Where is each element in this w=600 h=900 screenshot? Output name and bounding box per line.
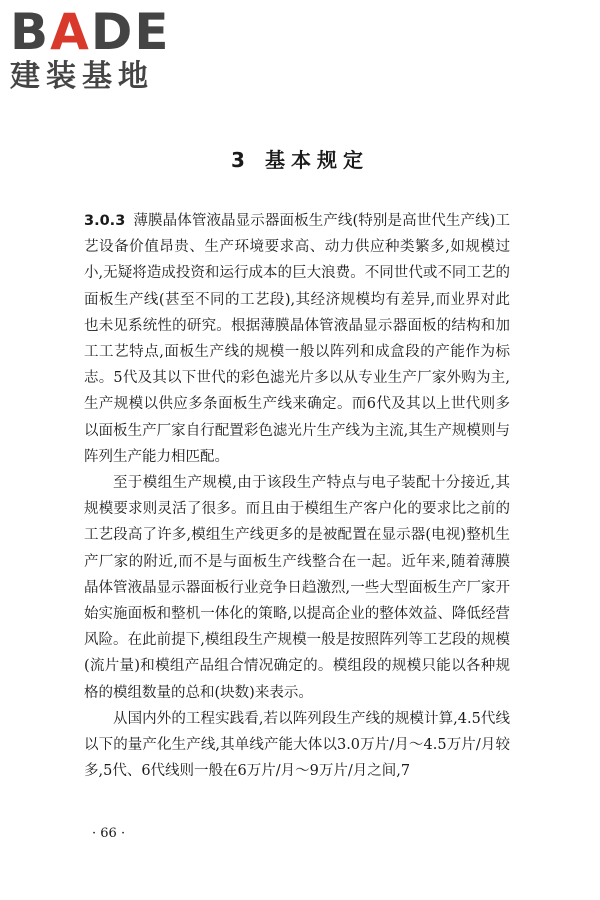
paragraph-1-text: 薄膜晶体管液晶显示器面板生产线(特别是高世代生产线)工艺设备价值昂贵、生产环境要求高、动力供应种类繁多,如规模过小,无疑将造成投资和运行成本的巨大浪费。不同世代或不同工艺的面板生产线(甚至不同的工艺段),其经济规模均有差异,而业界对此也未见系统性的研究。根据薄膜晶体管液晶显示器面板的结构和加工工艺特点,面板生产线的规模一般以阵列和成盒段的产能作为标志。5代及其以下世代的彩色滤光片多以从专业生产厂家外购为主,生产规模以供应多条面板生产线来确定。而6代及其以上世代则多以面板生产厂家自行配置彩色滤光片生产线为主流,其生产规模则与阵列生产能力相匹配。 — [84, 213, 510, 465]
chapter-title — [0, 144, 600, 173]
logo-letter-a: A — [50, 3, 91, 61]
paragraph-2: 至于模组生产规模,由于该段生产特点与电子装配十分接近,其规模要求则灵活了很多。而且由于模组生产客户化的要求比之前的工艺段高了许多,模组生产线更多的是被配置在显示器(电视)整机生产厂家的附近,而不是与面板生产线整合在一起。近年来,随着薄膜晶体管液晶显示器面板行业竞争日趋激烈,一些大型面板生产厂家开始实施面板和整机一体化的策略,以提高企业的整体效益、降低经营风险。在此前提下,模组段生产规模一般是按照阵列等工艺段的规模(流片量)和模组产品组合情况确定的。模组段的规模只能以各种规格的模组数量的总和(块数)来表示。 — [84, 475, 510, 701]
logo-letters-de: DE — [90, 3, 171, 61]
chapter-title-text: 基本规定 — [264, 148, 369, 172]
logo-wordmark — [10, 3, 180, 61]
body-content — [84, 208, 510, 784]
clause-number: 3.0.3 — [84, 213, 126, 229]
bade-logo — [10, 3, 180, 96]
chapter-number: 3 — [231, 148, 251, 172]
logo-subtitle: 建装基地 — [10, 59, 154, 94]
logo-letter-b: B — [10, 3, 51, 61]
paragraph-1 — [84, 208, 510, 470]
paragraph-3: 从国内外的工程实践看,若以阵列段生产线的规模计算,4.5代线以下的量产化生产线,其单线产能大体以3.0万片/月～4.5万片/月较多,5代、6代线则一般在6万片/月～9万片/月之间,7 — [84, 710, 510, 780]
page-number: · 66 · — [92, 826, 126, 841]
